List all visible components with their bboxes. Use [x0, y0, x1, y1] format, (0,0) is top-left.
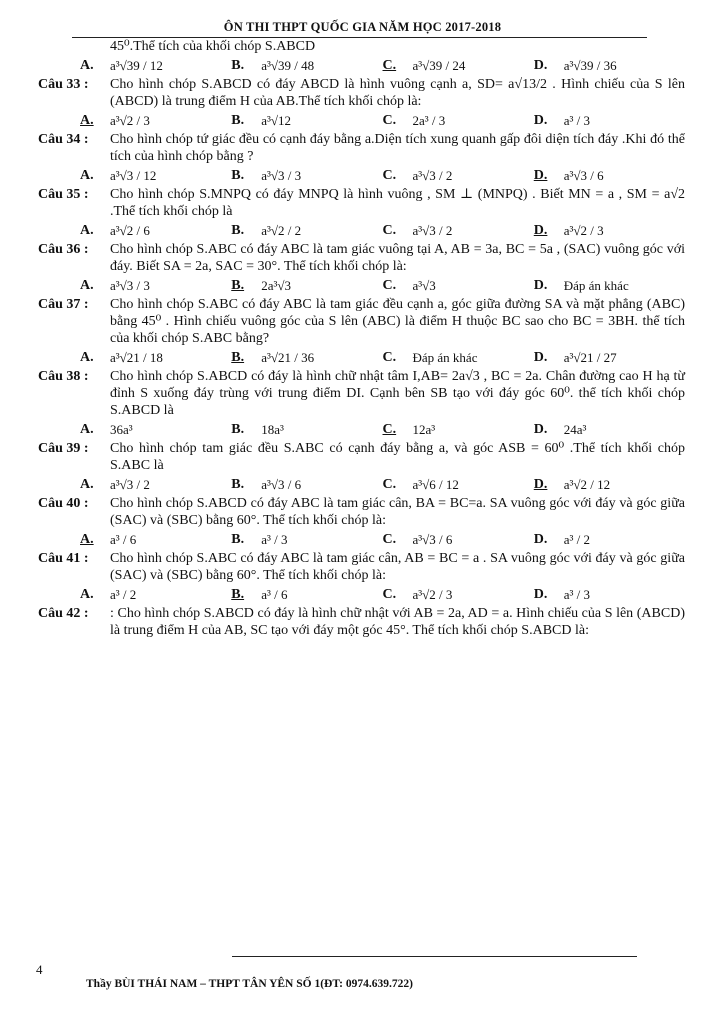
- answer-options: [38, 277, 685, 294]
- option-value: a³ / 6: [261, 587, 288, 602]
- option-label: C.: [382, 113, 397, 128]
- option-value: a³√39 / 48: [261, 58, 315, 73]
- option-value: a³√3 / 6: [563, 168, 604, 183]
- question-text: Cho hình chóp S.ABC có đáy ABC là tam giác cân, AB = BC = a . SA vuông góc với đáy và góc giữa (SAC) và (SBC) bằng 60°. Thể tích khối chóp là:: [110, 551, 685, 583]
- option-label: A.: [80, 278, 94, 293]
- top-line-text: 45⁰.Thể tích của khối chóp S.ABCD: [110, 39, 316, 54]
- answer-options: [38, 57, 685, 74]
- answer-option: [231, 222, 382, 239]
- option-value: 36a³: [110, 422, 133, 437]
- option-value: a³√3 / 6: [412, 532, 453, 547]
- option-label: D.: [533, 223, 548, 238]
- answer-option: [231, 349, 382, 366]
- question-block: [38, 186, 685, 239]
- option-label: C.: [382, 168, 397, 183]
- answer-option: [383, 421, 534, 438]
- answer-option: [80, 57, 231, 74]
- option-label: B.: [231, 350, 245, 365]
- footer-divider: [232, 956, 637, 957]
- option-value: a³√2 / 3: [563, 223, 604, 238]
- option-value: a³√21 / 27: [563, 350, 617, 365]
- question: [38, 76, 685, 110]
- answer-option: [383, 349, 534, 366]
- question-block: [38, 605, 685, 639]
- option-label: C.: [382, 477, 397, 492]
- option-label: A.: [80, 168, 94, 183]
- option-label: C.: [382, 223, 397, 238]
- answer-option: [80, 349, 231, 366]
- answer-option: [231, 112, 382, 129]
- page-footer: Thầy BÙI THÁI NAM – THPT TÂN YÊN SỐ 1(ĐT: 0974.639.722): [86, 978, 413, 990]
- option-label: A.: [80, 532, 94, 547]
- answer-option: [80, 421, 231, 438]
- option-value: a³√3 / 2: [412, 223, 453, 238]
- option-value: a³√39 / 12: [110, 58, 163, 73]
- question-text: Cho hình chóp tam giác đều S.ABC có cạnh đáy bằng a, và góc ASB = 60⁰ .Thể tích khối chóp S.ABC là: [110, 441, 685, 473]
- option-label: D.: [533, 113, 548, 128]
- option-label: B.: [231, 532, 245, 547]
- question-block: [38, 241, 685, 294]
- option-value: a³√2 / 12: [563, 477, 611, 492]
- option-label: D.: [533, 168, 548, 183]
- answer-option: [534, 57, 685, 74]
- answer-option: [534, 586, 685, 603]
- question-block: [38, 440, 685, 493]
- option-label: D.: [533, 350, 548, 365]
- question: [38, 296, 685, 347]
- answer-options: [38, 586, 685, 603]
- option-value: a³√3: [412, 278, 436, 293]
- answer-option: [231, 277, 382, 294]
- answer-options: [38, 476, 685, 493]
- answer-options: [38, 112, 685, 129]
- question-number: Câu 34 :: [38, 132, 89, 147]
- option-label: C.: [382, 350, 397, 365]
- option-label: C.: [382, 422, 397, 437]
- question-block: [38, 57, 685, 74]
- question-number: Câu 33 :: [38, 77, 89, 92]
- question-block: [38, 495, 685, 548]
- answer-options: [38, 222, 685, 239]
- option-value: a³ / 3: [563, 113, 591, 128]
- question-text: Cho hình chóp S.ABCD có đáy là hình chữ nhật tâm I,AB= 2a√3 , BC = 2a. Chân đường cao H hạ từ đỉnh S xuống đáy trùng với trung điểm DI. Cạnh bên SB tạo với đáy góc 60⁰. thể tích khối chóp S.ABCD là: [110, 369, 685, 418]
- option-value: 18a³: [261, 422, 284, 437]
- option-label: A.: [80, 223, 94, 238]
- option-value: a³ / 3: [563, 587, 591, 602]
- question-block: [38, 296, 685, 366]
- option-label: D.: [533, 477, 548, 492]
- question-block: [38, 76, 685, 129]
- option-value: a³√2 / 6: [110, 223, 150, 238]
- option-value: 24a³: [563, 422, 587, 437]
- answer-option: [231, 531, 382, 548]
- answer-options: [38, 349, 685, 366]
- answer-option: [383, 112, 534, 129]
- option-label: A.: [80, 58, 94, 73]
- question-number: Câu 40 :: [38, 496, 89, 511]
- answer-options: [38, 531, 685, 548]
- option-label: A.: [80, 113, 94, 128]
- option-label: D.: [533, 422, 548, 437]
- option-value: a³ / 3: [261, 532, 288, 547]
- option-label: B.: [231, 422, 245, 437]
- option-label: C.: [382, 587, 397, 602]
- option-value: a³√39 / 24: [412, 58, 466, 73]
- question-number: Câu 38 :: [38, 369, 89, 384]
- answer-option: [231, 167, 382, 184]
- option-value: a³√2 / 2: [261, 223, 302, 238]
- option-value: a³√3 / 2: [110, 477, 150, 492]
- answer-options: [38, 167, 685, 184]
- option-value: a³√3 / 6: [261, 477, 302, 492]
- option-label: A.: [80, 350, 94, 365]
- answer-option: [383, 277, 534, 294]
- question: [38, 440, 685, 474]
- question-text: Cho hình chóp S.ABCD có đáy ABCD là hình vuông cạnh a, SD= a√13/2 . Hình chiếu của S lên (ABCD) là trung điểm H của AB.Thể tích khối chóp là:: [110, 77, 685, 109]
- answer-option: [80, 531, 231, 548]
- question: [38, 605, 685, 639]
- option-value: a³√3 / 2: [412, 168, 453, 183]
- option-value: 2a³√3: [261, 278, 292, 293]
- answer-options: [38, 421, 685, 438]
- question-text: Cho hình chóp S.ABCD có đáy ABC là tam giác cân, BA = BC=a. SA vuông góc với đáy và góc giữa (SAC) và (SBC) bằng 60°. Thể tích khối chóp là:: [110, 496, 685, 528]
- option-value: a³√2 / 3: [412, 587, 453, 602]
- answer-option: [231, 476, 382, 493]
- option-label: A.: [80, 477, 94, 492]
- question-number: Câu 37 :: [38, 297, 89, 312]
- answer-option: [80, 277, 231, 294]
- option-value: 2a³ / 3: [412, 113, 446, 128]
- question-text: Cho hình chóp tứ giác đều có cạnh đáy bằng a.Diện tích xung quanh gấp đôi diện tích đáy .Khi đó thể tích của hình chóp bằng ?: [110, 132, 685, 164]
- option-label: B.: [231, 278, 245, 293]
- answer-option: [80, 586, 231, 603]
- option-label: C.: [382, 532, 397, 547]
- answer-option: [383, 222, 534, 239]
- answer-option: [231, 586, 382, 603]
- answer-option: [383, 57, 534, 74]
- option-label: D.: [533, 587, 548, 602]
- option-label: B.: [231, 223, 245, 238]
- answer-option: [534, 167, 685, 184]
- answer-option: [534, 277, 685, 294]
- option-value: Đáp án khác: [563, 278, 629, 293]
- question-number: Câu 36 :: [38, 242, 89, 257]
- answer-option: [383, 476, 534, 493]
- question-block: [38, 131, 685, 184]
- option-value: a³√39 / 36: [563, 58, 617, 73]
- option-value: a³√21 / 36: [261, 350, 315, 365]
- option-value: a³√6 / 12: [412, 477, 459, 492]
- question-number: Câu 41 :: [38, 551, 89, 566]
- answer-option: [534, 112, 685, 129]
- option-label: C.: [382, 58, 397, 73]
- answer-option: [383, 586, 534, 603]
- option-value: a³√3 / 12: [110, 168, 157, 183]
- answer-option: [80, 167, 231, 184]
- answer-option: [534, 476, 685, 493]
- option-value: a³ / 2: [110, 587, 137, 602]
- option-label: B.: [231, 58, 245, 73]
- option-label: B.: [231, 477, 245, 492]
- option-label: B.: [231, 168, 245, 183]
- question-number: Câu 39 :: [38, 441, 89, 456]
- question: [38, 131, 685, 165]
- answer-option: [80, 222, 231, 239]
- option-value: a³√21 / 18: [110, 350, 163, 365]
- answer-option: [534, 349, 685, 366]
- question-block: [38, 550, 685, 603]
- question-text: Cho hình chóp S.MNPQ có đáy MNPQ là hình vuông , SM ⊥ (MNPQ) . Biết MN = a , SM = a√2 .Thể tích khối chóp là: [110, 187, 685, 219]
- question-text: : Cho hình chóp S.ABCD có đáy là hình chữ nhật với AB = 2a, AD = a. Hình chiếu của S lên (ABCD) là trung điểm H của AB, SC tạo với đáy một góc 45°. Thể tích khối chóp S.ABCD là:: [110, 606, 685, 638]
- answer-option: [80, 112, 231, 129]
- option-label: B.: [231, 587, 245, 602]
- question-text: Cho hình chóp S.ABC có đáy ABC là tam giác vuông tại A, AB = 3a, BC = 5a , (SAC) vuông góc với đáy. Biết SA = 2a, SAC = 30°. Thể tích khối chóp là:: [110, 242, 685, 274]
- option-value: a³√2 / 3: [110, 113, 150, 128]
- answer-option: [534, 222, 685, 239]
- top-line: [38, 38, 685, 55]
- option-value: a³√3 / 3: [261, 168, 302, 183]
- option-label: D.: [533, 278, 548, 293]
- question: [38, 495, 685, 529]
- question-block: [38, 368, 685, 438]
- option-value: a³ / 2: [563, 532, 591, 547]
- option-value: a³√12: [261, 113, 292, 128]
- option-value: a³√3 / 3: [110, 278, 150, 293]
- page-header: ÔN THI THPT QUỐC GIA NĂM HỌC 2017-2018: [223, 20, 502, 34]
- question-number: Câu 42 :: [38, 606, 89, 621]
- option-label: D.: [533, 58, 548, 73]
- option-label: D.: [533, 532, 548, 547]
- option-value: 12a³: [412, 422, 436, 437]
- answer-option: [231, 421, 382, 438]
- option-value: Đáp án khác: [412, 350, 478, 365]
- option-label: A.: [80, 587, 94, 602]
- page-number: 4: [36, 962, 43, 977]
- option-label: C.: [382, 278, 397, 293]
- answer-option: [383, 531, 534, 548]
- question: [38, 368, 685, 419]
- question-number: Câu 35 :: [38, 187, 89, 202]
- answer-option: [80, 476, 231, 493]
- question: [38, 550, 685, 584]
- answer-option: [534, 531, 685, 548]
- question-text: Cho hình chóp S.ABC có đáy ABC là tam giác đều cạnh a, góc giữa đường SA và mặt phẳng (ABC) bằng 45⁰ . Hình chiếu vuông góc của S lên (ABC) là điểm H thuộc BC sao cho BC = 3BH. thể tích của khối chóp S.ABC bằng?: [110, 297, 685, 346]
- option-value: a³ / 6: [110, 532, 137, 547]
- answer-option: [231, 57, 382, 74]
- answer-option: [534, 421, 685, 438]
- question: [38, 186, 685, 220]
- option-label: B.: [231, 113, 245, 128]
- answer-option: [383, 167, 534, 184]
- question: [38, 241, 685, 275]
- option-label: A.: [80, 422, 94, 437]
- question-list: [38, 38, 685, 639]
